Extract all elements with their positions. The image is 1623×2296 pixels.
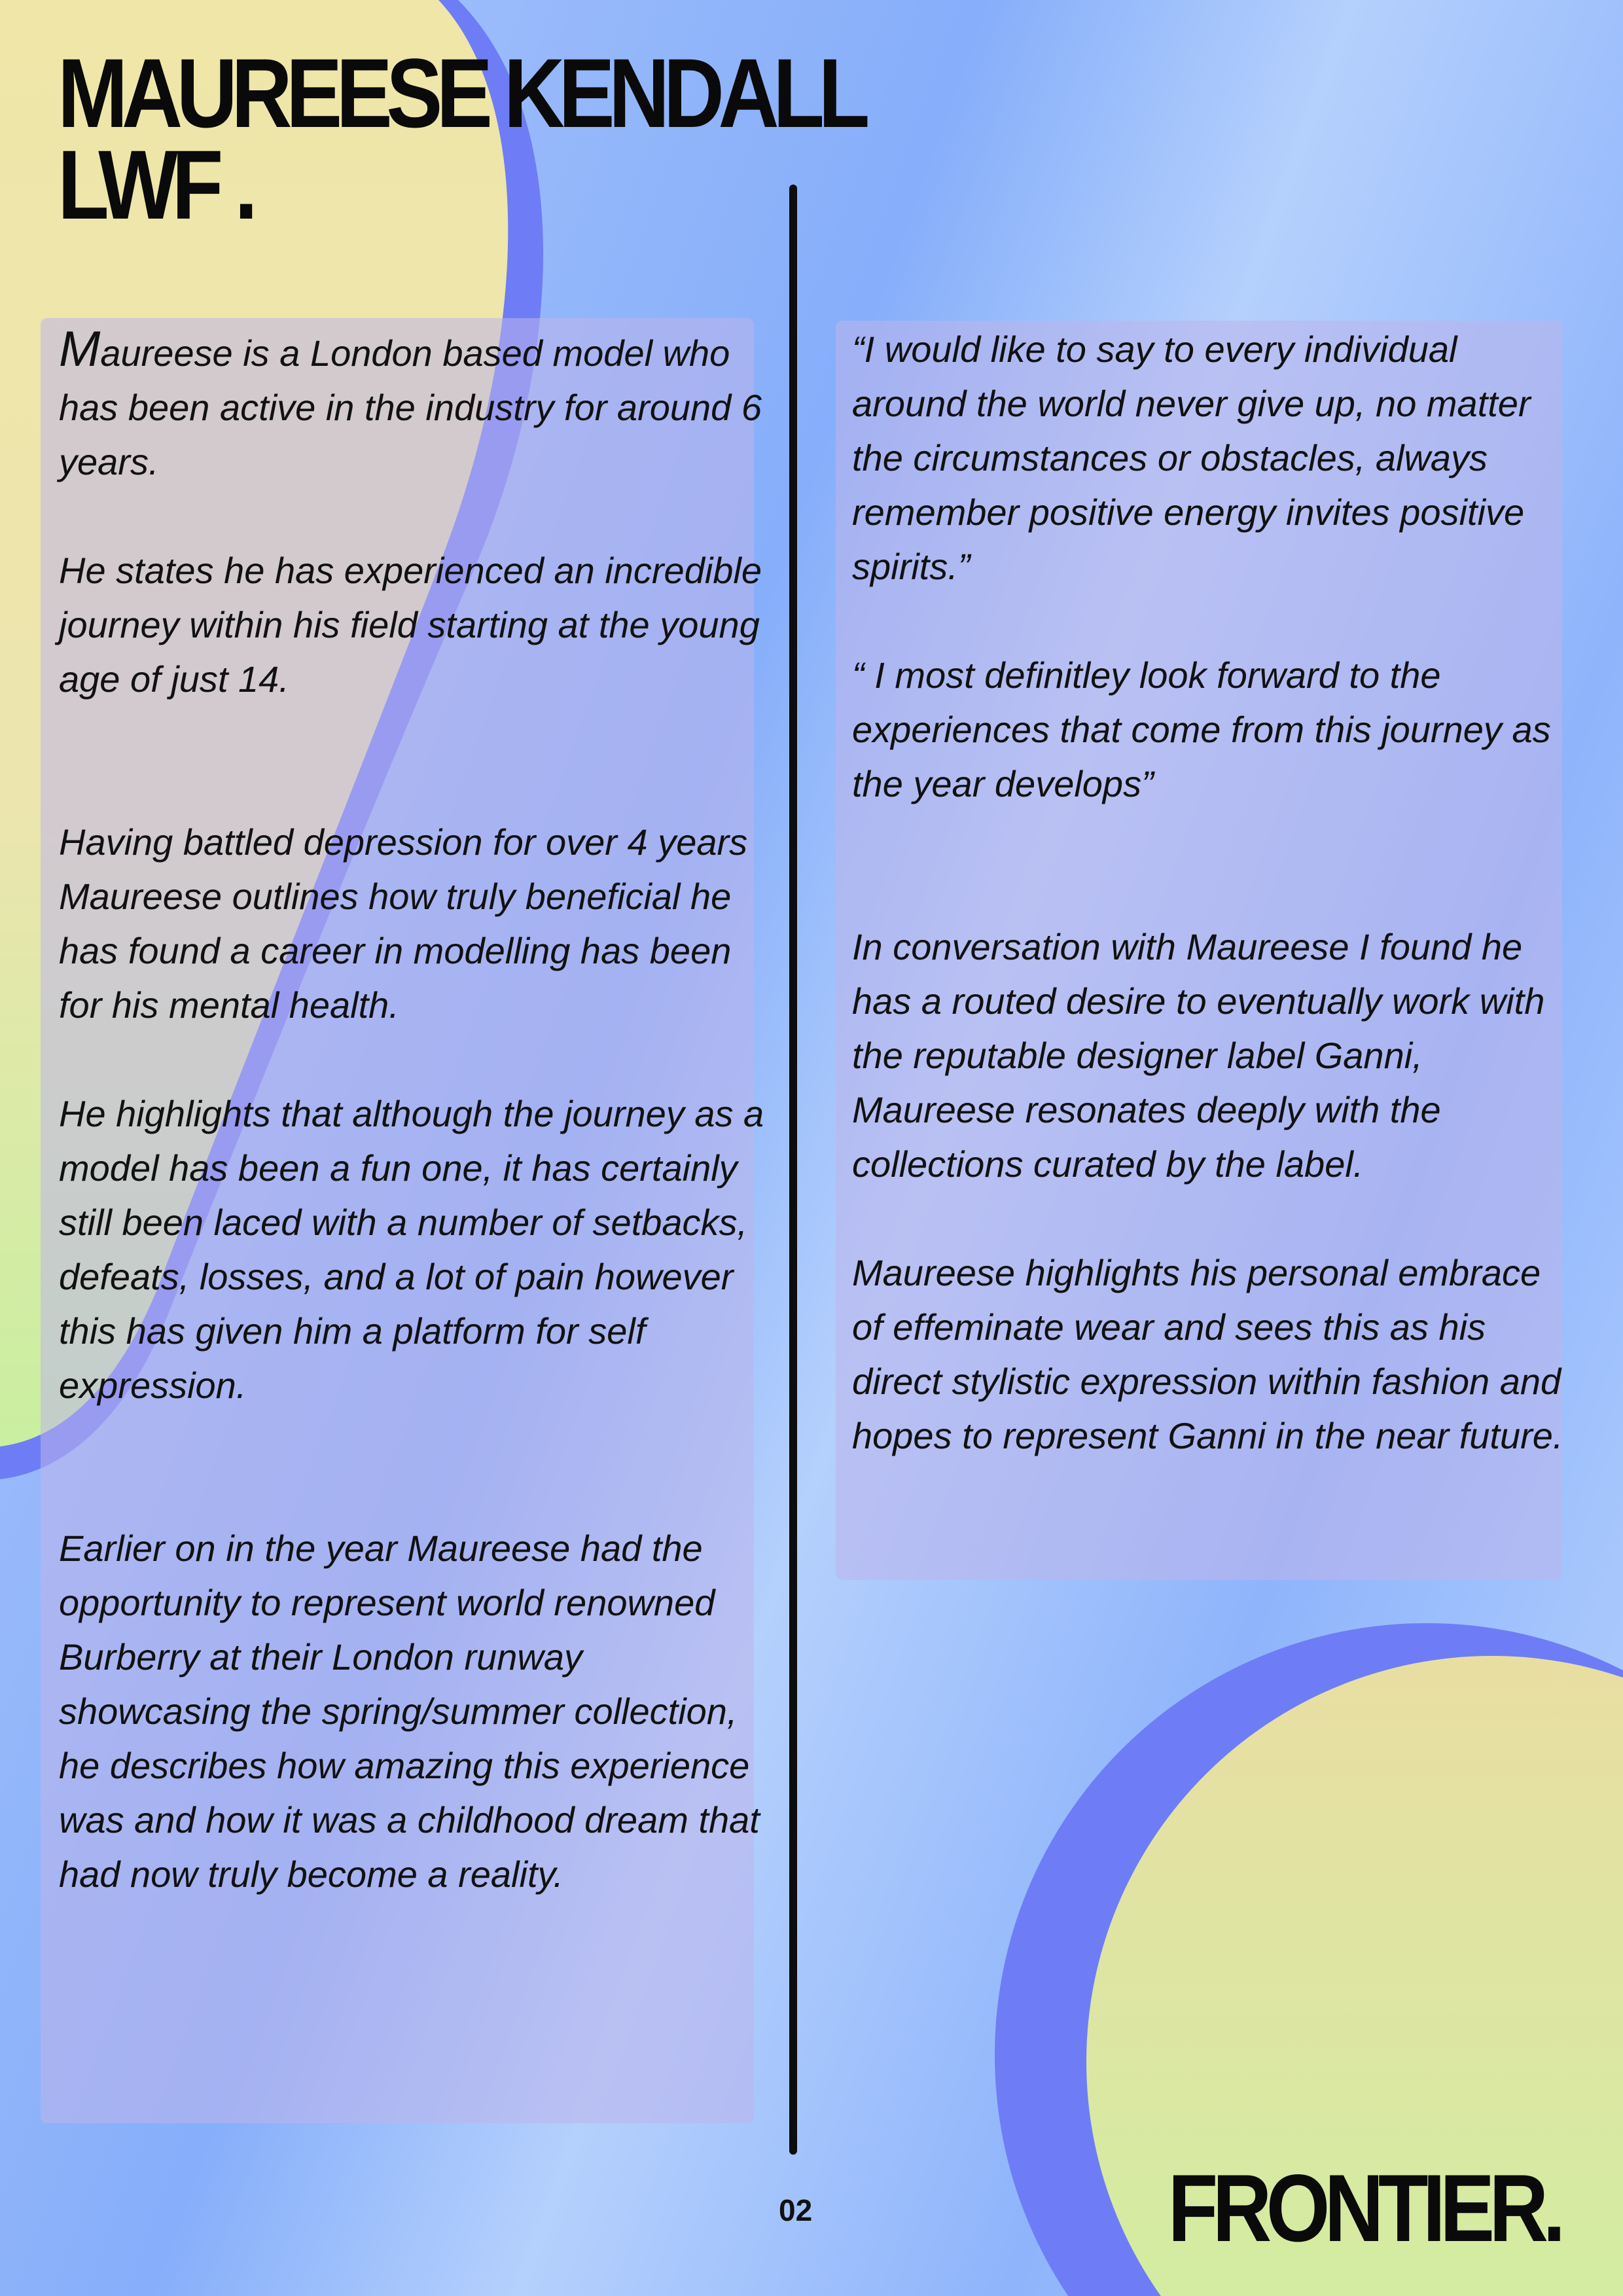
intro-paragraph: Maureese is a London based model who has been active in the industry for around 6 years. — [59, 321, 762, 482]
paragraph-setbacks: He highlights that although the journey as a model has been a fun one, it has certainly still been laced with a number of setbacks, defeats, losses, and a lot of pain however this has given him a platform for self expression. — [59, 1093, 764, 1406]
paragraph-journey: He states he has experienced an incredible journey within his field starting at the young age of just 14. — [59, 550, 762, 700]
column-divider — [789, 185, 797, 2155]
page-number: 02 — [779, 2193, 813, 2227]
page-title — [58, 38, 864, 240]
title-line-2: LWF . — [58, 130, 252, 240]
drop-cap: M — [59, 321, 101, 377]
paragraph-ganni: In conversation with Maureese I found he has a routed desire to eventually work with the reputable designer label Ganni, Maureese resonates deeply with the collections curated by the label. — [852, 926, 1545, 1185]
title-line-1: MAUREESE KENDALL — [58, 38, 864, 148]
quote-look-forward: “ I most definitley look forward to the experiences that come from this journey as the year develops” — [852, 655, 1551, 804]
paragraph-depression: Having battled depression for over 4 years Maureese outlines how truly beneficial he has found a career in modelling has been for his mental health. — [59, 821, 748, 1026]
quote-never-give-up: “I would like to say to every individual around the world never give up, no matter the circumstances or obstacles, always remember positive energy invites positive spirits.” — [852, 329, 1531, 587]
brand-logo: FRONTIER. — [1168, 2155, 1560, 2261]
paragraph-effeminate-wear: Maureese highlights his personal embrace of effeminate wear and sees this as his direct stylistic expression within fashion and hopes to represent Ganni in the near future. — [852, 1252, 1563, 1456]
paragraph-burberry: Earlier on in the year Maureese had the opportunity to represent world renowned Burberry at their London runway showcasing the spring/summer collection, he describes how amazing this experience was and how it was a childhood dream that had now truly become a reality. — [59, 1528, 760, 1895]
left-column — [59, 322, 766, 1901]
right-column — [852, 322, 1565, 1463]
